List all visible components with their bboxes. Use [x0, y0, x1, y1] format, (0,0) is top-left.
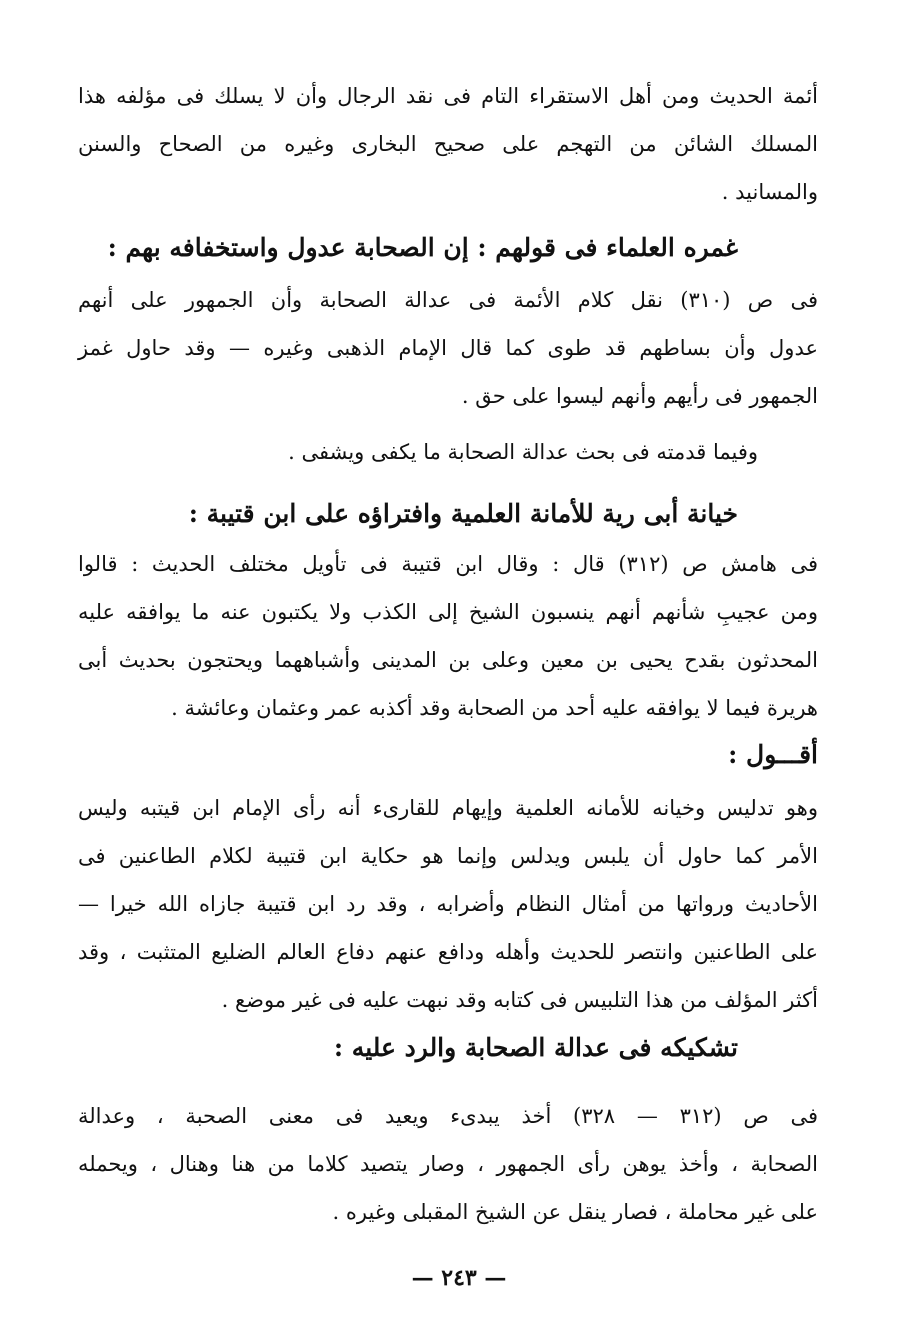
text-line: والمسانيد . — [721, 180, 818, 204]
text-line: عدول وأن بساطهم قد طوى كما قال الإمام الذهبى وغيره — وقد حاول غمز — [78, 336, 818, 360]
page-number: — ٢٤٣ — — [411, 1265, 507, 1291]
text-line: وفيما قدمته فى بحث عدالة الصحابة ما يكفى ويشفى . — [288, 440, 758, 464]
text-line: الأحاديث ورواتها من أمثال النظام وأضرابه ، وقد رد ابن قتيبة جازاه الله خيرا — — [78, 892, 818, 916]
section-heading-i-say: أقـــول : — [728, 740, 818, 769]
text-line: المحدثون بقدح يحيى بن معين وعلى بن المدينى وأشباههما ويحتجون بحديث أبى — [78, 648, 818, 672]
text-line: الجمهور فى رأيهم وأنهم ليسوا على حق . — [461, 384, 818, 408]
text-line: الصحابة ، وأخذ يوهن رأى الجمهور ، وصار يتصيد كلاما من هنا وهنال ، ويحمله — [78, 1152, 818, 1176]
text-line: فى ص (٣١٠) نقل كلام الأئمة فى عدالة الصحابة وأن الجمهور على أنهم — [78, 288, 818, 312]
paragraph-page-312-328 — [78, 1092, 818, 1236]
paragraph-sufficient — [78, 428, 758, 476]
text-line: فى هامش ص (٣١٢) قال : وقال ابن قتيبة فى تأويل مختلف الحديث : قالوا — [78, 552, 819, 576]
text-line: على غير محاملة ، فصار ينقل عن الشيخ المقبلى وغيره . — [332, 1200, 818, 1224]
text-line: أكثر المؤلف من هذا التلبيس فى كتابه وقد نبهت عليه فى غير موضع . — [221, 988, 818, 1012]
text-line: فى ص (٣١٢ — ٣٢٨) أخذ يبدىء ويعيد فى معنى الصحبة ، وعدالة — [78, 1104, 819, 1128]
text-line: أئمة الحديث ومن أهل الاستقراء التام فى نقد الرجال وأن لا يسلك فى مؤلفه هذا — [78, 84, 818, 108]
section-heading-doubting-companions: تشكيكه فى عدالة الصحابة والرد عليه : — [333, 1033, 738, 1062]
text-line: الأمر كما حاول أن يلبس ويدلس وإنما هو حكاية ابن قتيبة لكلام الطاعنين فى — [78, 844, 818, 868]
text-line: وهو تدليس وخيانه للأمانه العلمية وإيهام للقارىء أنه رأى الإمام ابن قيتبه وليس — [78, 796, 818, 820]
text-line: هريرة فيما لا يوافقه عليه أحد من الصحابة وقد أكذبه عمر وعثمان وعائشة . — [171, 696, 818, 720]
section-heading-companions-justice: غمره العلماء فى قولهم : إن الصحابة عدول واستخفافه بهم : — [107, 233, 738, 262]
paragraph-page-312-footnote — [78, 540, 818, 732]
text-line: على الطاعنين وانتصر للحديث وأهله ودافع عنهم دفاع العالم الضليع المتثبت ، وقد — [78, 940, 818, 964]
text-line: ومن عجيبِ شأنهم أنهم ينسبون الشيخ إلى الكذب ولا يكتبون عنه ما يوافقه عليه — [78, 600, 818, 624]
paragraph-deception — [78, 784, 818, 1024]
paragraph-page-310 — [78, 276, 818, 420]
text-line: المسلك الشائن من التهجم على صحيح البخارى وغيره من الصحاح والسنن — [78, 132, 818, 156]
section-heading-abu-rayya-betrayal: خيانة أبى رية للأمانة العلمية وافتراؤه على ابن قتيبة : — [188, 499, 738, 528]
paragraph-opening — [78, 72, 818, 216]
